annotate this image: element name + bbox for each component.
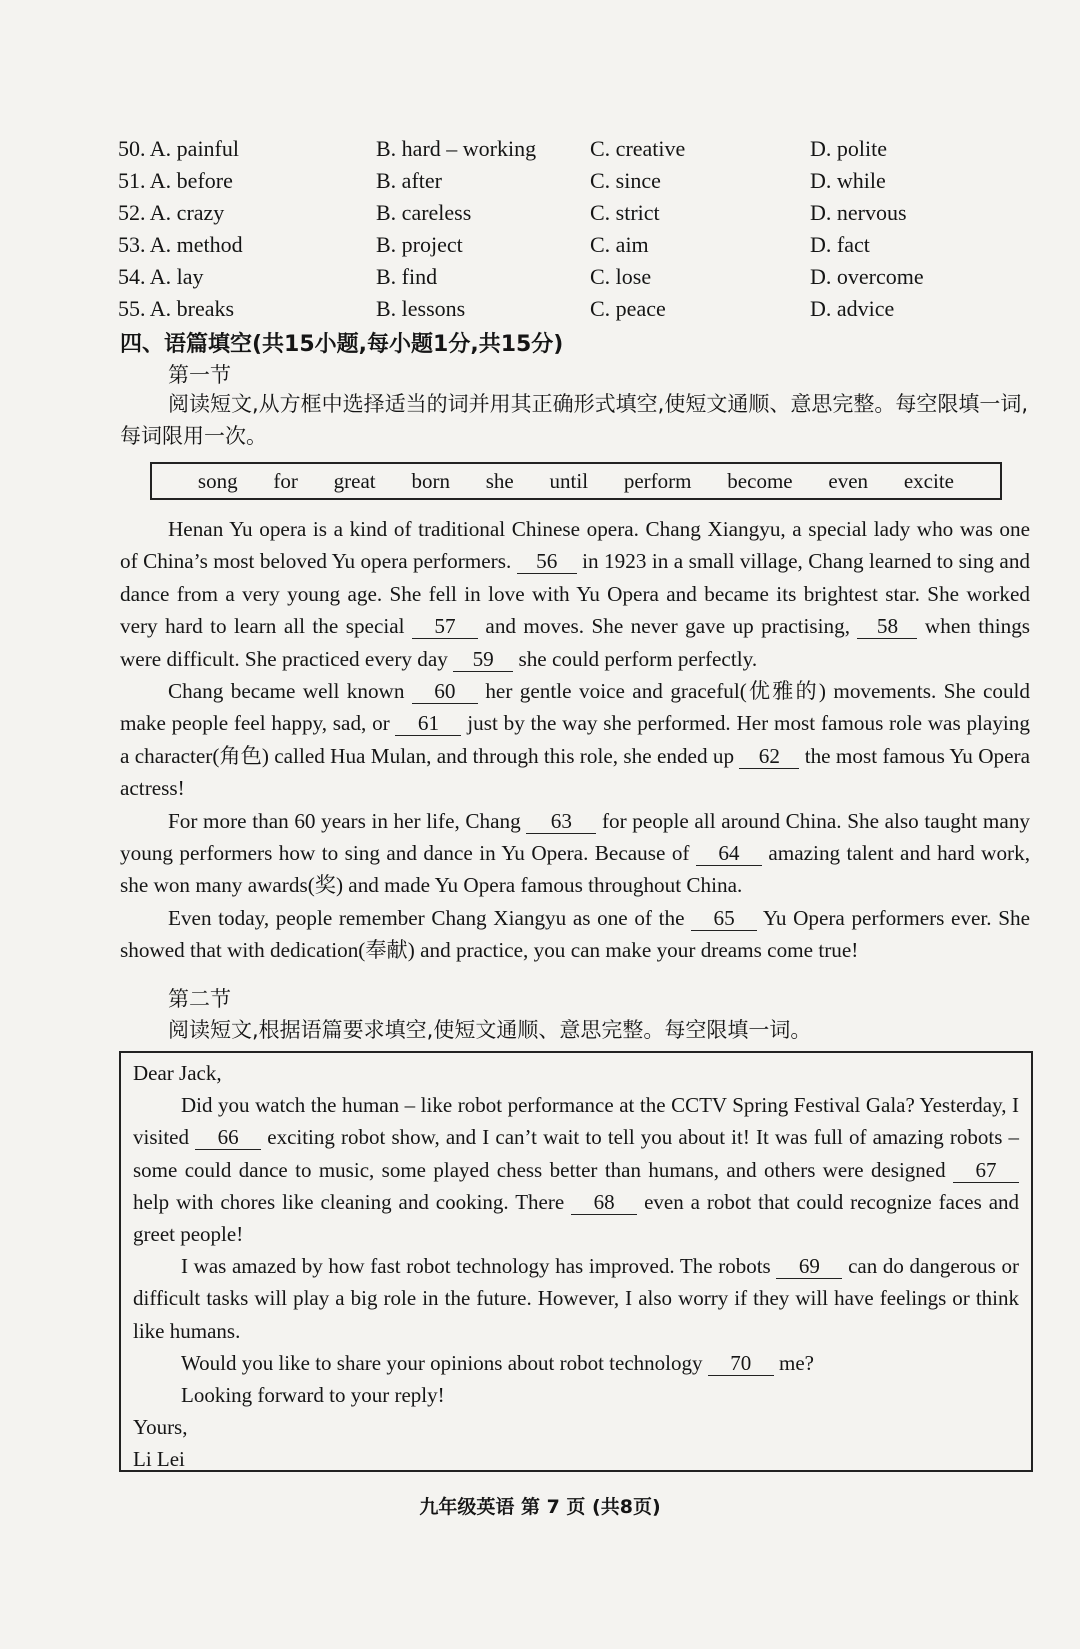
paragraph: Chang became well known 60 her gentle voice and graceful(优雅的) movements. She could make people feel happy, sad, or 61 just by the way she performed. Her most famous role was playing a character(角色) called Hua Mulan, and through this role, she ended up 62 the most famous Yu Opera actress! [120, 679, 1031, 801]
choice-row [118, 293, 938, 325]
blank-60[interactable]: 60 [412, 679, 478, 704]
option-d: D. polite [810, 136, 887, 161]
passage-yu-opera [120, 513, 1030, 967]
option-b: B. hard – working [376, 136, 537, 161]
option-c: C. lose [590, 264, 652, 289]
choice-row [118, 165, 938, 197]
part1-title: 第一节 [168, 363, 231, 387]
option-a: A. method [149, 232, 243, 257]
blank-68[interactable]: 68 [571, 1190, 637, 1215]
page-footer: 九年级英语 第 7 页 (共8页) [419, 1496, 661, 1518]
word: song [197, 468, 238, 493]
word: great [333, 468, 376, 493]
question-number: 51. [118, 168, 146, 193]
question-number: 52. [118, 200, 146, 225]
option-c: C. strict [590, 200, 660, 225]
word: for [273, 468, 298, 493]
option-b: B. lessons [376, 296, 466, 321]
word: born [411, 468, 450, 493]
word: perform [623, 468, 692, 493]
section-title: 四、语篇填空(共15小题,每小题1分,共15分) [120, 332, 564, 357]
paragraph: For more than 60 years in her life, Chang 63 for people all around China. She also taught many young performers how to sing and dance in Yu Opera. Because of 64 amazing talent and hard work, she won many awards(奖) and made Yu Opera famous throughout China. [120, 808, 1031, 898]
letter-closing: Yours, [133, 1415, 188, 1440]
blank-59[interactable]: 59 [453, 647, 513, 672]
option-b: B. find [376, 264, 438, 289]
question-number: 50. [118, 136, 146, 161]
paragraph: Looking forward to your reply! [181, 1383, 445, 1408]
choice-row [118, 261, 938, 293]
letter-greeting: Dear Jack, [133, 1061, 222, 1085]
letter-box [119, 1051, 1033, 1472]
choice-row [118, 197, 938, 229]
word: even [828, 468, 869, 493]
blank-62[interactable]: 62 [739, 744, 799, 769]
choice-row [118, 229, 938, 261]
option-a: A. lay [149, 264, 204, 289]
letter-signature: Li Lei [133, 1447, 185, 1472]
option-b: B. after [376, 168, 442, 193]
option-d: D. overcome [810, 264, 924, 289]
word: become [727, 468, 793, 493]
part1-instruction: 阅读短文,从方框中选择适当的词并用其正确形式填空,使短文通顺、意思完整。每空限填一词,每词限用一次。 [120, 392, 1029, 448]
option-d: D. while [810, 168, 886, 193]
blank-66[interactable]: 66 [195, 1125, 261, 1150]
paragraph: Did you watch the human – like robot performance at the CCTV Spring Festival Gala? Yesterday, I visited 66 exciting robot show, and I can’t wait to tell you about it! It was full of amazing robots – some could dance to music, some played chess better than humans, and others were designed 67 help with chores like cleaning and cooking. There 68 even a robot that could recognize faces and greet people! [133, 1093, 1020, 1247]
option-c: C. since [590, 168, 661, 193]
blank-67[interactable]: 67 [953, 1158, 1019, 1183]
question-number: 55. [118, 296, 146, 321]
blank-56[interactable]: 56 [517, 549, 577, 574]
part2-instruction: 阅读短文,根据语篇要求填空,使短文通顺、意思完整。每空限填一词。 [168, 1018, 812, 1042]
word: she [485, 468, 514, 493]
paragraph: Would you like to share your opinions about robot technology 70 me? [181, 1350, 814, 1375]
option-a: A. painful [149, 136, 239, 161]
blank-69[interactable]: 69 [776, 1254, 842, 1279]
option-c: C. creative [590, 136, 686, 161]
option-c: C. aim [590, 232, 649, 257]
blank-70[interactable]: 70 [708, 1351, 774, 1376]
option-d: D. advice [810, 296, 895, 321]
blank-64[interactable]: 64 [696, 841, 762, 866]
option-b: B. project [376, 232, 463, 257]
paragraph: Even today, people remember Chang Xiangyu as one of the 65 Yu Opera performers ever. She showed that with dedication(奉献) and practice, you can make your dreams come true! [120, 905, 1030, 963]
blank-57[interactable]: 57 [412, 614, 478, 639]
option-c: C. peace [590, 296, 666, 321]
blank-65[interactable]: 65 [691, 906, 757, 931]
question-number: 54. [118, 264, 146, 289]
blank-61[interactable]: 61 [395, 711, 461, 736]
choice-row [118, 133, 938, 165]
word-box [150, 462, 1002, 500]
option-a: A. crazy [149, 200, 225, 225]
blank-58[interactable]: 58 [857, 614, 917, 639]
word: excite [903, 468, 954, 493]
paragraph: Henan Yu opera is a kind of traditional Chinese opera. Chang Xiangyu, a special lady who was one of China’s most beloved Yu opera performers. 56 in 1923 in a small village, Chang learned to sing and dance from a very young age. She fell in love with Yu Opera and became its brightest star. She worked very hard to learn all the special 57 and moves. She never gave up practising, 58 when things were difficult. She practiced every day 59 she could perform perfectly. [120, 517, 1031, 671]
question-number: 53. [118, 232, 146, 257]
word: until [549, 468, 589, 493]
choice-list [118, 133, 938, 325]
option-d: D. fact [810, 232, 870, 257]
option-d: D. nervous [810, 200, 907, 225]
option-b: B. careless [376, 200, 472, 225]
paragraph: I was amazed by how fast robot technology has improved. The robots 69 can do dangerous or difficult tasks will play a big role in the future. However, I also worry if they will have feelings or think like humans. [133, 1254, 1020, 1343]
option-a: A. before [149, 168, 233, 193]
option-a: A. breaks [149, 296, 235, 321]
blank-63[interactable]: 63 [526, 809, 596, 834]
part2-title: 第二节 [168, 987, 231, 1011]
